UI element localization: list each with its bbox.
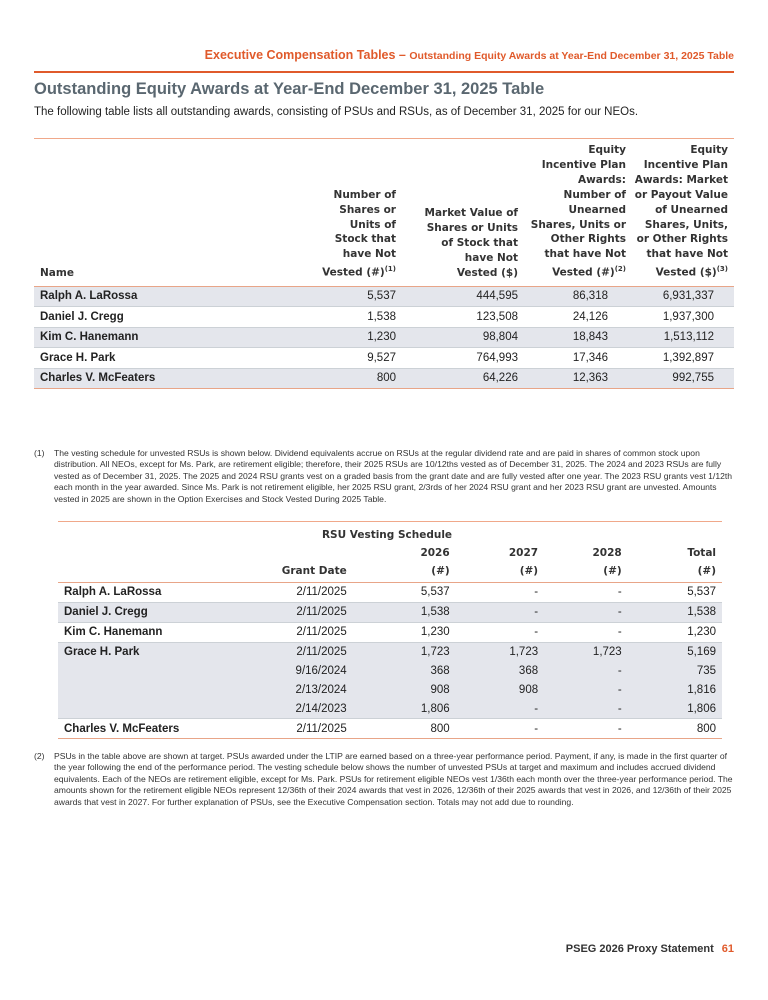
cell-2028: - <box>544 680 628 699</box>
col-header-2027: (#) <box>456 563 544 583</box>
cell-unearned: 17,346 <box>530 348 632 369</box>
cell-2026: 368 <box>353 662 456 681</box>
footnote-1-number: (1) <box>34 448 45 458</box>
cell-2026: 1,230 <box>353 622 456 642</box>
cell-grant-date: 2/14/2023 <box>236 699 352 718</box>
page-footer <box>566 943 734 955</box>
table-row <box>58 680 722 699</box>
table-top-rule <box>34 138 734 139</box>
page-title: Outstanding Equity Awards at Year-End December 31, 2025 Table <box>34 80 545 98</box>
cell-grant-date: 2/11/2025 <box>236 719 352 739</box>
cell-market-value: 98,804 <box>422 327 530 348</box>
table-row <box>34 327 734 348</box>
table-row <box>58 642 722 661</box>
table-row <box>58 719 722 739</box>
cell-market-value: 123,508 <box>422 307 530 328</box>
cell-2027: - <box>456 699 544 718</box>
cell-2027: 908 <box>456 680 544 699</box>
cell-grant-date: 2/11/2025 <box>236 602 352 622</box>
cell-2028: - <box>544 699 628 718</box>
table-row <box>34 307 734 328</box>
cell-2027: - <box>534 586 539 599</box>
table-row <box>34 368 734 389</box>
cell-total: 735 <box>628 662 722 681</box>
col-header-2026: (#) <box>353 563 456 583</box>
row-name: Ralph A. LaRossa <box>34 286 314 307</box>
cell-total: 5,169 <box>628 642 722 661</box>
cell-2027: - <box>456 622 544 642</box>
cell-payout: 1,937,300 <box>632 307 734 328</box>
col-header-market-value: Market Value of Shares or Units of Stock that have Not Vested ($) <box>422 141 530 286</box>
cell-total: 800 <box>628 719 722 739</box>
cell-market-value: 444,595 <box>422 286 530 307</box>
cell-2028: - <box>544 602 628 622</box>
cell-2026: 1,723 <box>353 642 456 661</box>
cell-payout: 992,755 <box>632 368 734 389</box>
cell-2027: 1,723 <box>456 642 544 661</box>
cell-total: 1,816 <box>628 680 722 699</box>
footnote-2 <box>34 751 734 808</box>
cell-2028: - <box>544 662 628 681</box>
schedule-header-top-row <box>58 545 722 563</box>
cell-2028: - <box>544 719 628 739</box>
cell-market-value: 764,993 <box>422 348 530 369</box>
footnote-1-text: The vesting schedule for unvested RSUs is shown below. Dividend equivalents accrue on RSUs at the regular dividend rate and are paid in shares of common stock upon distribution. All NEOs, except for Ms. Park, are retirement eligible; therefore, their 2025 RSUs are 10/12ths vested as of December 31, 2025. The 2024 and 2023 RSUs are fully vested as of December 31, 2025. The 2025 and 2024 RSU grants vest on a graded basis from the grant date and are fully vested after one year. The 2023 RSU grants vest 1/12th each month in the year awarded. Since Ms. Park is not retirement eligible, her 2025 RSU grant, 2/3rds of her 2024 RSU grant and her 2023 RSU grant are unvested. Amounts vested in 2025 are shown in the Option Exercises and Stock Vested During 2025 Table. <box>54 448 733 504</box>
cell-unearned: 86,318 <box>530 286 632 307</box>
table-row <box>58 662 722 681</box>
cell-2026: 1,806 <box>353 699 456 718</box>
cell-grant-date: 2/11/2025 <box>236 642 352 661</box>
col-top-2026: 2026 <box>420 547 450 559</box>
row-name: Charles V. McFeaters <box>34 368 314 389</box>
table-row <box>58 699 722 718</box>
col-top-total: Total <box>687 547 716 559</box>
row-name: Charles V. McFeaters <box>58 719 236 739</box>
cell-total: 1,538 <box>628 602 722 622</box>
cell-shares: 800 <box>314 368 422 389</box>
row-name: Grace H. Park <box>58 642 236 661</box>
col-header-grant-date: Grant Date <box>236 563 352 583</box>
schedule-header-row <box>58 563 722 583</box>
cell-2027: 368 <box>456 662 544 681</box>
col-top-2027: 2027 <box>508 547 539 559</box>
row-name <box>58 699 236 718</box>
cell-2026: 1,538 <box>353 602 456 622</box>
cell-unearned: 24,126 <box>530 307 632 328</box>
cell-2028: - <box>544 622 628 642</box>
cell-market-value: 64,226 <box>422 368 530 389</box>
table-row <box>34 348 734 369</box>
col-header-unearned-shares: Equity Incentive Plan Awards: Number of Unearned Shares, Units or Other Rights that have Not Vested (#)$^{(2)}$ <box>530 141 632 286</box>
cell-2028: 1,723 <box>544 642 628 661</box>
running-header <box>34 48 734 73</box>
cell-shares: 5,537 <box>314 286 422 307</box>
header-section: Executive Compensation Tables – <box>204 48 410 62</box>
cell-2026: 5,537 <box>420 586 450 599</box>
cell-shares: 9,527 <box>314 348 422 369</box>
footer-doc-title: PSEG 2026 Proxy Statement <box>565 943 714 955</box>
cell-2026: 908 <box>353 680 456 699</box>
cell-grant-date: 9/16/2024 <box>236 662 352 681</box>
col-top-2028: 2028 <box>592 547 622 559</box>
cell-total: 1,806 <box>628 699 722 718</box>
header-subsection: Outstanding Equity Awards at Year-End December 31, 2025 Table <box>409 50 734 62</box>
footnote-1 <box>34 448 734 505</box>
cell-2028: - <box>617 586 622 599</box>
outstanding-awards-table <box>34 141 734 389</box>
cell-unearned: 12,363 <box>530 368 632 389</box>
awards-header-row <box>34 141 734 286</box>
col-header-name <box>58 563 236 583</box>
cell-payout: 1,513,112 <box>632 327 734 348</box>
table-row <box>58 602 722 622</box>
row-name <box>58 662 236 681</box>
row-name: Daniel J. Cregg <box>58 602 236 622</box>
cell-grant-date: 2/11/2025 <box>296 586 347 599</box>
row-name: Kim C. Hanemann <box>58 622 236 642</box>
col-header-total: (#) <box>628 563 722 583</box>
row-name: Kim C. Hanemann <box>34 327 314 348</box>
intro-text: The following table lists all outstanding awards, consisting of PSUs and RSUs, as of December 31, 2025 for our NEOs. <box>34 106 639 118</box>
col-header-name: Name <box>34 141 314 286</box>
col-top-name <box>58 545 236 563</box>
cell-shares: 1,538 <box>314 307 422 328</box>
row-name <box>58 680 236 699</box>
col-top-grant-date <box>236 545 352 563</box>
col-header-payout-value: Equity Incentive Plan Awards: Market or Payout Value of Unearned Shares, Units, or Other Rights that have Not Vested ($)$^{(3)}$ <box>632 141 734 286</box>
cell-shares: 1,230 <box>314 327 422 348</box>
cell-grant-date: 2/13/2024 <box>236 680 352 699</box>
schedule-top-rule <box>58 521 722 522</box>
col-header-shares-not-vested: Number of Shares or Units of Stock that have Not Vested (#)$^{(1)}$ <box>314 141 422 286</box>
row-name: Daniel J. Cregg <box>34 307 314 328</box>
table-row <box>34 286 734 307</box>
cell-grant-date: 2/11/2025 <box>236 622 352 642</box>
col-header-2028: (#) <box>544 563 628 583</box>
cell-2027: - <box>456 602 544 622</box>
cell-payout: 1,392,897 <box>632 348 734 369</box>
schedule-title: RSU Vesting Schedule <box>321 529 453 541</box>
page-number: 61 <box>721 943 734 955</box>
footnote-2-text: PSUs in the table above are shown at target. PSUs awarded under the LTIP are earned based on a three-year performance period. Payment, if any, is made in the first quarter of the year following the end of the performance period. The vesting schedule below shows the number of unvested PSUs at target and maximum and includes accrued dividend equivalents. Each of the NEOs are retirement eligible, except for Ms. Park. PSUs for retirement eligible NEOs vest 1/36th each month over the three-year performance period. The amounts shown for the retirement eligible NEOs represent 12/36th of their 2024 awards that vest in 2026, 12/36th of their 2025 awards that vest in 2026, and 12/36th of their 2025 awards that vest in 2027. For further explanation of PSUs, see the Executive Compensation section. Totals may not add due to rounding. <box>54 751 733 807</box>
table-row <box>58 622 722 642</box>
cell-payout: 6,931,337 <box>632 286 734 307</box>
cell-total: 1,230 <box>628 622 722 642</box>
row-name: Grace H. Park <box>34 348 314 369</box>
row-name: Ralph A. LaRossa <box>64 586 162 599</box>
table-row <box>58 583 722 603</box>
cell-2026: 800 <box>353 719 456 739</box>
cell-2027: - <box>456 719 544 739</box>
cell-unearned: 18,843 <box>530 327 632 348</box>
footnote-2-number: (2) <box>34 751 45 761</box>
schedule-title-row <box>58 524 722 545</box>
rsu-vesting-schedule-table <box>58 524 722 739</box>
cell-total: 5,537 <box>687 586 716 599</box>
